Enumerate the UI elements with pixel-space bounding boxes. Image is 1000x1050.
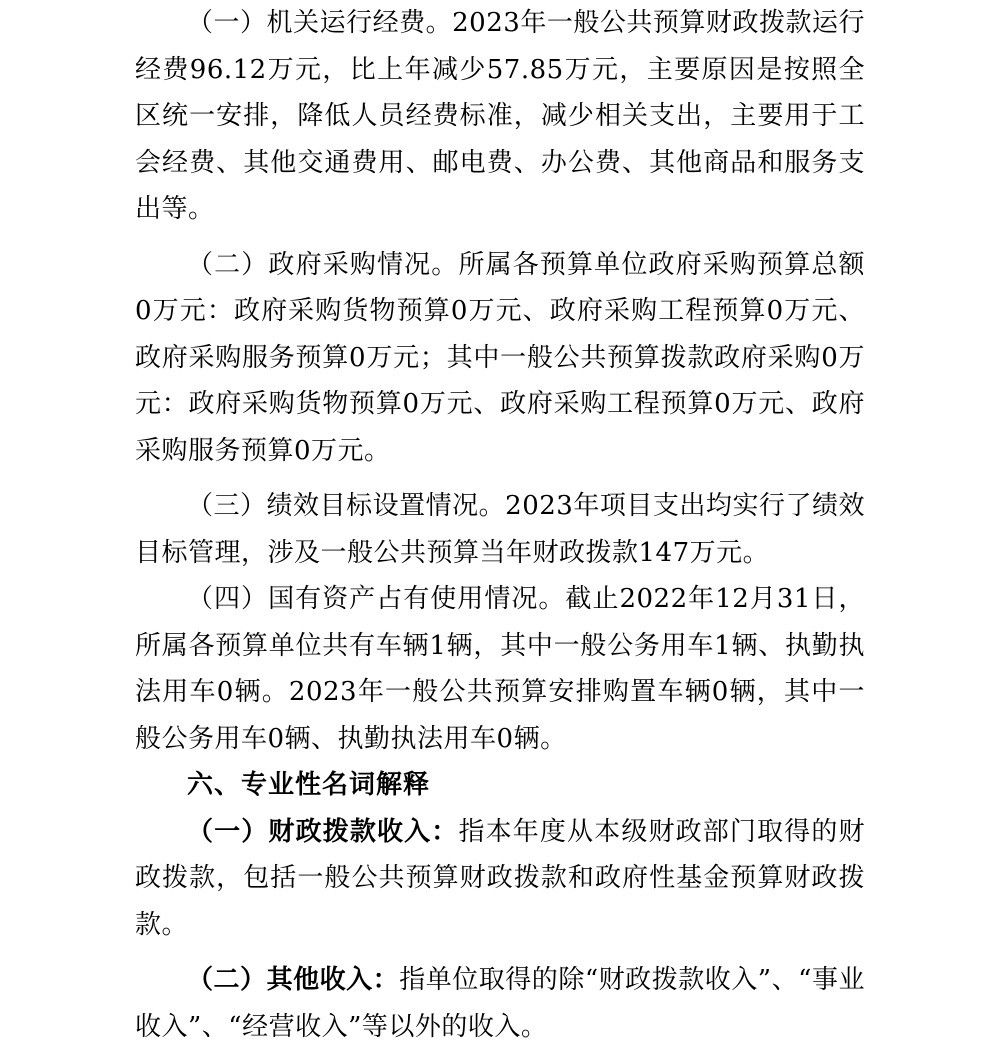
definition-other-income — [135, 957, 865, 1050]
paragraph-government-procurement: （二）政府采购情况。所属各预算单位政府采购预算总额0万元：政府采购货物预算0万元、政府采购工程预算0万元、政府采购服务预算0万元；其中一般公共预算拨款政府采购0万元：政府采购货物预算0万元、政府采购工程预算0万元、政府采购服务预算0万元。 — [135, 249, 865, 466]
paragraph-state-assets: （四）国有资产占有使用情况。截止2022年12月31日，所属各预算单位共有车辆1辆，其中一般公务用车1辆、执勤执法用车0辆。2023年一般公共预算安排购置车辆0辆，其中一般公务用车0辆、执勤执法用车0辆。 — [135, 584, 865, 754]
paragraph-operating-expenses: （一）机关运行经费。2023年一般公共预算财政拨款运行经费96.12万元，比上年减少57.85万元，主要原因是按照全区统一安排，降低人员经费标准，减少相关支出，主要用于工会经费、其他交通费用、邮电费、办公费、其他商品和服务支出等。 — [135, 8, 865, 224]
section-heading-terminology: 六、专业性名词解释 — [187, 770, 431, 800]
document-page — [135, 0, 865, 1050]
definition-text: 指单位取得的除“财政拨款收入”、“事业收入”、“经营收入”等以外的收入。 — [135, 965, 865, 1042]
definition-text: 指本年度从本级财政部门取得的财政拨款，包括一般公共预算财政拨款和政府性基金预算财政拨款。 — [135, 816, 865, 940]
paragraph-performance-targets: （三）绩效目标设置情况。2023年项目支出均实行了绩效目标管理，涉及一般公共预算当年财政拨款147万元。 — [135, 491, 865, 568]
definition-term: （二）其他收入 — [187, 965, 373, 995]
definition-separator: ： — [372, 965, 400, 995]
definition-separator: ： — [431, 816, 459, 847]
definition-term: （一）财政拨款收入 — [187, 816, 432, 847]
definition-fiscal-appropriation-income — [135, 809, 865, 949]
